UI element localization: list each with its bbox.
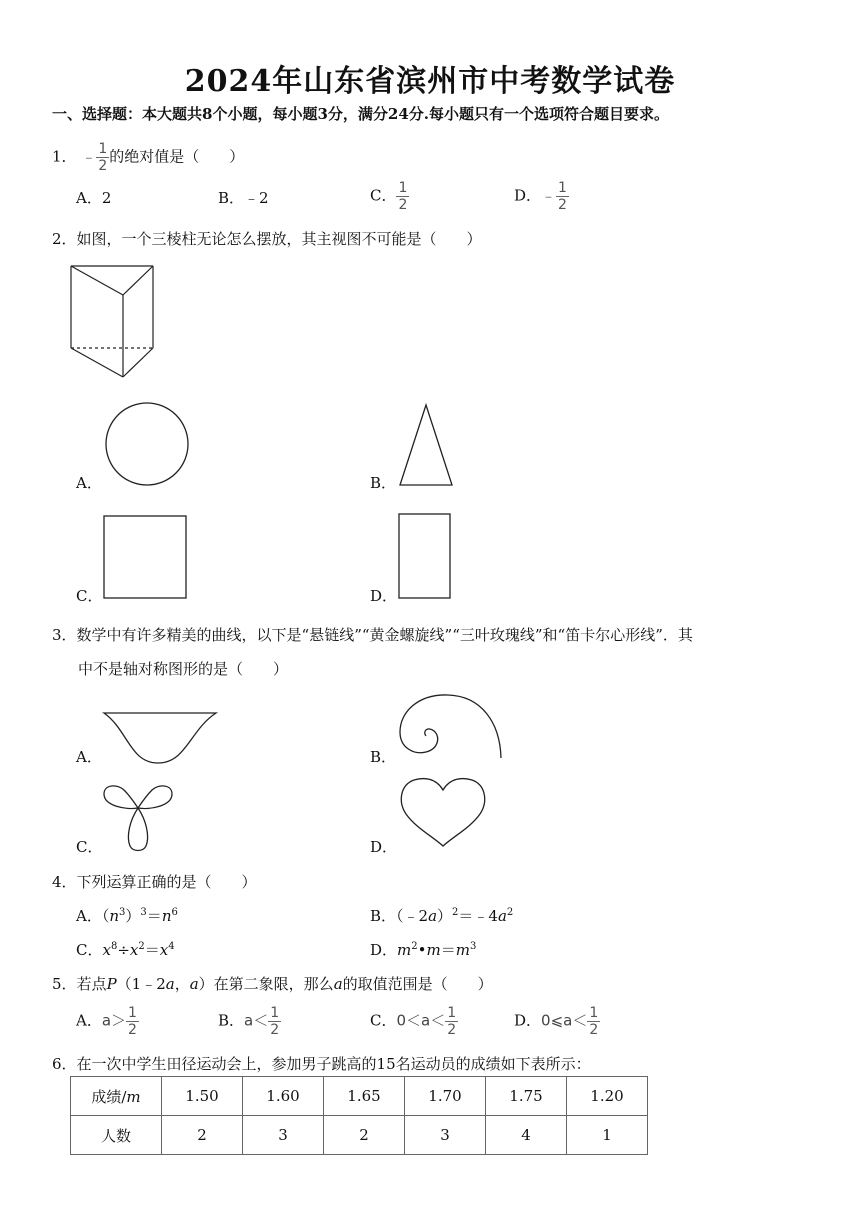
q5-option-a[interactable]: A．a＞ $\frac{1}{2}$	[76, 1005, 137, 1038]
q4-option-a[interactable]: A．$(n^3)^3=n^6$	[76, 907, 178, 925]
table-cell: 1.60	[243, 1077, 324, 1116]
question-6	[52, 1053, 591, 1074]
triangular-prism-figure	[66, 262, 158, 382]
cardioid-heart-curve[interactable]	[396, 774, 490, 850]
q2-option-d-label[interactable]: D．	[370, 587, 398, 605]
question-number: 4．	[52, 873, 77, 891]
q5-option-c[interactable]: C．0＜a＜ $\frac{1}{2}$	[370, 1005, 457, 1038]
q1-option-a[interactable]: A．2	[76, 189, 112, 207]
table-row	[71, 1116, 648, 1155]
catenary-curve[interactable]	[102, 710, 218, 766]
q4-option-b[interactable]: B．$(﹣2a)^2=﹣4a^2$	[370, 907, 514, 925]
table-cell: 1.65	[324, 1077, 405, 1116]
question-3-line-2: 中不是轴对称图形的是（ ）	[78, 660, 289, 678]
q4-option-d[interactable]: D．$m^2•m=m^3$	[370, 941, 477, 959]
q5-option-d[interactable]: D．0⩽a＜ $\frac{1}{2}$	[514, 1005, 599, 1038]
golden-spiral-curve[interactable]	[396, 692, 506, 762]
table-row	[71, 1077, 648, 1116]
question-stem: 下列运算正确的是（ ）	[76, 873, 257, 891]
triangle-shape[interactable]	[398, 403, 454, 487]
table-cell: 1.50	[162, 1077, 243, 1116]
table-header-cell: 人数	[71, 1116, 162, 1155]
q2-option-b-label[interactable]: B．	[370, 474, 397, 492]
q2-option-c-label[interactable]: C．	[76, 587, 103, 605]
scores-table	[70, 1076, 648, 1155]
q1-option-d[interactable]: D．﹣ $\frac{1}{2}$	[514, 180, 567, 213]
negative-sign: ﹣	[81, 147, 97, 166]
question-stem: 的绝对值是（ ）	[109, 147, 245, 166]
table-cell: 2	[162, 1116, 243, 1155]
q1-option-b[interactable]: B．﹣2	[218, 189, 269, 207]
question-stem: 如图，一个三棱柱无论怎么摆放，其主视图不可能是（ ）	[76, 230, 482, 248]
square-shape[interactable]	[103, 515, 187, 599]
fraction: $\frac{1}{2}$	[398, 180, 408, 213]
table-cell: 3	[405, 1116, 486, 1155]
q2-option-a-label[interactable]: A．	[76, 474, 102, 492]
question-number: 3．	[52, 626, 77, 644]
section-header: 一、选择题：本大题共8个小题，每小题3分，满分24分.每小题只有一个选项符合题目要求。	[52, 105, 669, 123]
question-number: 2．	[52, 230, 77, 248]
question-stem: 在一次中学生田径运动会上，参加男子跳高的15名运动员的成绩如下表所示：	[76, 1055, 591, 1073]
question-number: 6．	[52, 1055, 77, 1073]
question-number: 5．	[52, 975, 77, 993]
q3-option-d-label[interactable]: D．	[370, 838, 398, 856]
question-stem: 数学中有许多精美的曲线，以下是“悬链线”“黄金螺旋线”“三叶玫瑰线”和“笛卡尔心形线”．其	[76, 626, 693, 644]
question-4	[52, 871, 257, 892]
question-5: 5．若点P（1﹣2a，a）在第二象限，那么a的取值范围是（ ）	[52, 975, 493, 993]
fraction: $\frac{1}{2}$	[98, 141, 108, 174]
table-cell: 3	[243, 1116, 324, 1155]
question-2	[52, 228, 482, 249]
q3-option-b-label[interactable]: B．	[370, 748, 397, 766]
q1-option-c[interactable]: C． $\frac{1}{2}$	[370, 180, 408, 213]
three-leaf-rose-curve[interactable]	[100, 782, 176, 854]
table-cell: 1.70	[405, 1077, 486, 1116]
q5-option-b[interactable]: B．a＜ $\frac{1}{2}$	[218, 1005, 280, 1038]
question-3-line-1	[52, 624, 693, 645]
question-number: 1．	[52, 147, 77, 166]
table-cell: 1.20	[567, 1077, 648, 1116]
rectangle-shape[interactable]	[398, 513, 452, 599]
q3-option-a-label[interactable]: A．	[76, 748, 102, 766]
fraction: $\frac{1}{2}$	[558, 180, 567, 213]
page-title: 2024年山东省滨州市中考数学试卷	[184, 64, 676, 99]
table-cell: 4	[486, 1116, 567, 1155]
q4-option-c[interactable]: C．$x^8\div x^2=x^4$	[76, 941, 175, 959]
table-cell: 1.75	[486, 1077, 567, 1116]
question-1	[52, 141, 244, 174]
circle-shape[interactable]	[104, 401, 190, 487]
table-cell: 2	[324, 1116, 405, 1155]
table-header-cell: 成绩/m	[71, 1077, 162, 1116]
table-cell: 1	[567, 1116, 648, 1155]
q3-option-c-label[interactable]: C．	[76, 838, 103, 856]
